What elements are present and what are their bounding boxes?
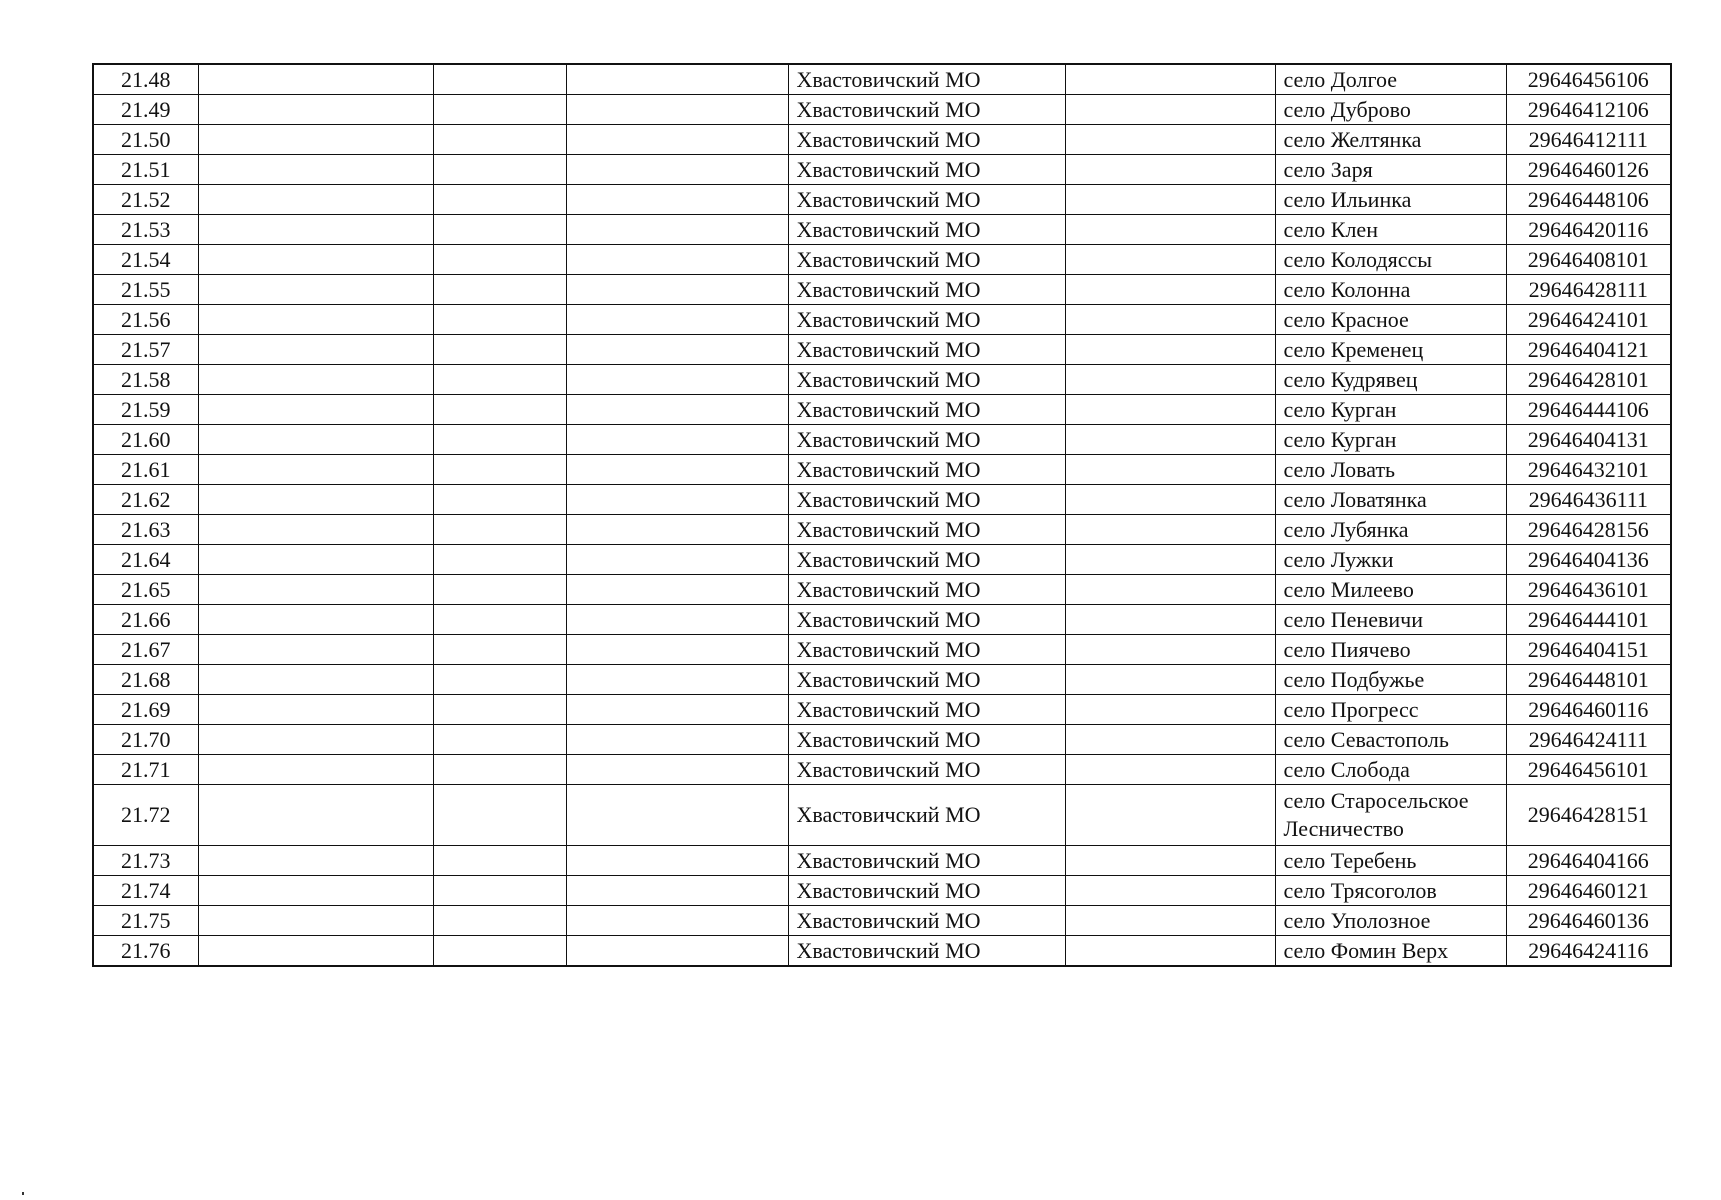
- oktmo-code-cell: 29646448106: [1506, 185, 1671, 215]
- empty-cell-2: [433, 515, 566, 545]
- municipality-cell: Хвастовичский МО: [788, 365, 1065, 395]
- empty-cell-4: [1065, 155, 1275, 185]
- empty-cell-3: [566, 455, 788, 485]
- empty-cell-2: [433, 545, 566, 575]
- empty-cell-1: [198, 335, 433, 365]
- row-number-cell: 21.53: [93, 215, 198, 245]
- empty-cell-3: [566, 605, 788, 635]
- row-number-cell: 21.72: [93, 785, 198, 846]
- table-row: [93, 906, 1671, 936]
- oktmo-code-cell: 29646444101: [1506, 605, 1671, 635]
- empty-cell-4: [1065, 665, 1275, 695]
- table-row: [93, 95, 1671, 125]
- empty-cell-2: [433, 64, 566, 95]
- table-row: [93, 635, 1671, 665]
- row-number-cell: 21.50: [93, 125, 198, 155]
- locality-cell: село Дуброво: [1275, 95, 1506, 125]
- empty-cell-1: [198, 575, 433, 605]
- empty-cell-1: [198, 876, 433, 906]
- settlement-table: [92, 63, 1672, 967]
- empty-cell-3: [566, 95, 788, 125]
- empty-cell-3: [566, 785, 788, 846]
- empty-cell-1: [198, 665, 433, 695]
- oktmo-code-cell: 29646404151: [1506, 635, 1671, 665]
- empty-cell-3: [566, 64, 788, 95]
- oktmo-code-cell: 29646428156: [1506, 515, 1671, 545]
- empty-cell-1: [198, 305, 433, 335]
- empty-cell-4: [1065, 755, 1275, 785]
- locality-cell: село Кременец: [1275, 335, 1506, 365]
- locality-cell: село Старосельское Лесничество: [1275, 785, 1506, 846]
- empty-cell-1: [198, 846, 433, 876]
- row-number-cell: 21.62: [93, 485, 198, 515]
- municipality-cell: Хвастовичский МО: [788, 725, 1065, 755]
- empty-cell-3: [566, 335, 788, 365]
- municipality-cell: Хвастовичский МО: [788, 335, 1065, 365]
- locality-cell: село Фомин Верх: [1275, 936, 1506, 967]
- table-row: [93, 936, 1671, 967]
- municipality-cell: Хвастовичский МО: [788, 515, 1065, 545]
- municipality-cell: Хвастовичский МО: [788, 545, 1065, 575]
- table-row: [93, 876, 1671, 906]
- municipality-cell: Хвастовичский МО: [788, 245, 1065, 275]
- empty-cell-1: [198, 936, 433, 967]
- municipality-cell: Хвастовичский МО: [788, 185, 1065, 215]
- municipality-cell: Хвастовичский МО: [788, 605, 1065, 635]
- municipality-cell: Хвастовичский МО: [788, 485, 1065, 515]
- empty-cell-4: [1065, 876, 1275, 906]
- empty-cell-2: [433, 575, 566, 605]
- empty-cell-4: [1065, 245, 1275, 275]
- municipality-cell: Хвастовичский МО: [788, 695, 1065, 725]
- empty-cell-3: [566, 755, 788, 785]
- empty-cell-2: [433, 785, 566, 846]
- table-row: [93, 125, 1671, 155]
- empty-cell-2: [433, 185, 566, 215]
- empty-cell-3: [566, 485, 788, 515]
- empty-cell-3: [566, 515, 788, 545]
- row-number-cell: 21.75: [93, 906, 198, 936]
- municipality-cell: Хвастовичский МО: [788, 95, 1065, 125]
- empty-cell-4: [1065, 485, 1275, 515]
- municipality-cell: Хвастовичский МО: [788, 305, 1065, 335]
- empty-cell-1: [198, 365, 433, 395]
- empty-cell-2: [433, 725, 566, 755]
- locality-cell: село Колодяссы: [1275, 245, 1506, 275]
- empty-cell-3: [566, 695, 788, 725]
- oktmo-code-cell: 29646408101: [1506, 245, 1671, 275]
- row-number-cell: 21.64: [93, 545, 198, 575]
- empty-cell-3: [566, 725, 788, 755]
- oktmo-code-cell: 29646412106: [1506, 95, 1671, 125]
- row-number-cell: 21.49: [93, 95, 198, 125]
- municipality-cell: Хвастовичский МО: [788, 665, 1065, 695]
- table-row: [93, 785, 1671, 846]
- locality-cell: село Долгое: [1275, 64, 1506, 95]
- locality-cell: село Ловать: [1275, 455, 1506, 485]
- row-number-cell: 21.69: [93, 695, 198, 725]
- empty-cell-4: [1065, 455, 1275, 485]
- empty-cell-1: [198, 635, 433, 665]
- oktmo-code-cell: 29646460126: [1506, 155, 1671, 185]
- row-number-cell: 21.59: [93, 395, 198, 425]
- empty-cell-4: [1065, 725, 1275, 755]
- row-number-cell: 21.63: [93, 515, 198, 545]
- empty-cell-4: [1065, 185, 1275, 215]
- table-row: [93, 545, 1671, 575]
- oktmo-code-cell: 29646436101: [1506, 575, 1671, 605]
- empty-cell-3: [566, 936, 788, 967]
- municipality-cell: Хвастовичский МО: [788, 125, 1065, 155]
- empty-cell-3: [566, 846, 788, 876]
- oktmo-code-cell: 29646420116: [1506, 215, 1671, 245]
- locality-cell: село Ловатянка: [1275, 485, 1506, 515]
- locality-cell: село Теребень: [1275, 846, 1506, 876]
- empty-cell-2: [433, 846, 566, 876]
- empty-cell-2: [433, 665, 566, 695]
- oktmo-code-cell: 29646432101: [1506, 455, 1671, 485]
- empty-cell-4: [1065, 635, 1275, 665]
- table-row: [93, 665, 1671, 695]
- empty-cell-1: [198, 155, 433, 185]
- oktmo-code-cell: 29646424111: [1506, 725, 1671, 755]
- row-number-cell: 21.68: [93, 665, 198, 695]
- empty-cell-4: [1065, 515, 1275, 545]
- empty-cell-4: [1065, 64, 1275, 95]
- oktmo-code-cell: 29646436111: [1506, 485, 1671, 515]
- empty-cell-3: [566, 245, 788, 275]
- empty-cell-2: [433, 425, 566, 455]
- municipality-cell: Хвастовичский МО: [788, 575, 1065, 605]
- municipality-cell: Хвастовичский МО: [788, 155, 1065, 185]
- empty-cell-2: [433, 755, 566, 785]
- empty-cell-4: [1065, 125, 1275, 155]
- locality-cell: село Милеево: [1275, 575, 1506, 605]
- municipality-cell: Хвастовичский МО: [788, 846, 1065, 876]
- locality-cell: село Ильинка: [1275, 185, 1506, 215]
- municipality-cell: Хвастовичский МО: [788, 876, 1065, 906]
- empty-cell-4: [1065, 95, 1275, 125]
- empty-cell-1: [198, 64, 433, 95]
- empty-cell-1: [198, 215, 433, 245]
- empty-cell-3: [566, 275, 788, 305]
- oktmo-code-cell: 29646460136: [1506, 906, 1671, 936]
- locality-cell: село Севастополь: [1275, 725, 1506, 755]
- empty-cell-3: [566, 185, 788, 215]
- row-number-cell: 21.74: [93, 876, 198, 906]
- empty-cell-4: [1065, 906, 1275, 936]
- empty-cell-1: [198, 395, 433, 425]
- oktmo-code-cell: 29646460121: [1506, 876, 1671, 906]
- empty-cell-4: [1065, 785, 1275, 846]
- empty-cell-4: [1065, 365, 1275, 395]
- row-number-cell: 21.73: [93, 846, 198, 876]
- empty-cell-4: [1065, 545, 1275, 575]
- table-row: [93, 365, 1671, 395]
- empty-cell-4: [1065, 215, 1275, 245]
- empty-cell-3: [566, 876, 788, 906]
- empty-cell-2: [433, 876, 566, 906]
- empty-cell-4: [1065, 425, 1275, 455]
- locality-cell: село Желтянка: [1275, 125, 1506, 155]
- empty-cell-2: [433, 485, 566, 515]
- row-number-cell: 21.70: [93, 725, 198, 755]
- municipality-cell: Хвастовичский МО: [788, 906, 1065, 936]
- empty-cell-3: [566, 545, 788, 575]
- table-row: [93, 725, 1671, 755]
- table-row: [93, 425, 1671, 455]
- empty-cell-3: [566, 215, 788, 245]
- empty-cell-1: [198, 425, 433, 455]
- empty-cell-1: [198, 785, 433, 846]
- row-number-cell: 21.60: [93, 425, 198, 455]
- row-number-cell: 21.71: [93, 755, 198, 785]
- row-number-cell: 21.58: [93, 365, 198, 395]
- locality-cell: село Кудрявец: [1275, 365, 1506, 395]
- row-number-cell: 21.54: [93, 245, 198, 275]
- municipality-cell: Хвастовичский МО: [788, 635, 1065, 665]
- table-row: [93, 275, 1671, 305]
- table-row: [93, 485, 1671, 515]
- locality-cell: село Красное: [1275, 305, 1506, 335]
- locality-cell: село Прогресс: [1275, 695, 1506, 725]
- table-row: [93, 515, 1671, 545]
- table-row: [93, 395, 1671, 425]
- empty-cell-2: [433, 335, 566, 365]
- locality-cell: село Пеневичи: [1275, 605, 1506, 635]
- empty-cell-3: [566, 155, 788, 185]
- oktmo-code-cell: 29646448101: [1506, 665, 1671, 695]
- municipality-cell: Хвастовичский МО: [788, 785, 1065, 846]
- row-number-cell: 21.55: [93, 275, 198, 305]
- empty-cell-1: [198, 545, 433, 575]
- oktmo-code-cell: 29646428101: [1506, 365, 1671, 395]
- oktmo-code-cell: 29646444106: [1506, 395, 1671, 425]
- locality-cell: село Слобода: [1275, 755, 1506, 785]
- table-row: [93, 215, 1671, 245]
- municipality-cell: Хвастовичский МО: [788, 215, 1065, 245]
- table-row: [93, 335, 1671, 365]
- table-body: [93, 64, 1671, 966]
- empty-cell-3: [566, 365, 788, 395]
- row-number-cell: 21.61: [93, 455, 198, 485]
- row-number-cell: 21.52: [93, 185, 198, 215]
- empty-cell-1: [198, 125, 433, 155]
- empty-cell-1: [198, 455, 433, 485]
- table-row: [93, 695, 1671, 725]
- empty-cell-2: [433, 936, 566, 967]
- oktmo-code-cell: 29646404136: [1506, 545, 1671, 575]
- oktmo-code-cell: 29646428111: [1506, 275, 1671, 305]
- empty-cell-4: [1065, 335, 1275, 365]
- locality-cell: село Колонна: [1275, 275, 1506, 305]
- table-row: [93, 305, 1671, 335]
- oktmo-code-cell: 29646428151: [1506, 785, 1671, 846]
- municipality-cell: Хвастовичский МО: [788, 395, 1065, 425]
- empty-cell-2: [433, 455, 566, 485]
- table-row: [93, 605, 1671, 635]
- municipality-cell: Хвастовичский МО: [788, 936, 1065, 967]
- locality-cell: село Заря: [1275, 155, 1506, 185]
- empty-cell-4: [1065, 275, 1275, 305]
- empty-cell-1: [198, 605, 433, 635]
- locality-cell: село Лужки: [1275, 545, 1506, 575]
- empty-cell-1: [198, 95, 433, 125]
- oktmo-code-cell: 29646456106: [1506, 64, 1671, 95]
- empty-cell-3: [566, 425, 788, 455]
- oktmo-code-cell: 29646404121: [1506, 335, 1671, 365]
- municipality-cell: Хвастовичский МО: [788, 755, 1065, 785]
- empty-cell-1: [198, 485, 433, 515]
- oktmo-code-cell: 29646404131: [1506, 425, 1671, 455]
- municipality-cell: Хвастовичский МО: [788, 64, 1065, 95]
- empty-cell-3: [566, 575, 788, 605]
- table-row: [93, 245, 1671, 275]
- empty-cell-3: [566, 305, 788, 335]
- empty-cell-2: [433, 95, 566, 125]
- table-row: [93, 846, 1671, 876]
- empty-cell-1: [198, 515, 433, 545]
- empty-cell-1: [198, 906, 433, 936]
- empty-cell-2: [433, 275, 566, 305]
- empty-cell-2: [433, 125, 566, 155]
- locality-cell: село Лубянка: [1275, 515, 1506, 545]
- empty-cell-3: [566, 906, 788, 936]
- locality-cell: село Курган: [1275, 425, 1506, 455]
- empty-cell-1: [198, 695, 433, 725]
- empty-cell-2: [433, 245, 566, 275]
- empty-cell-1: [198, 275, 433, 305]
- row-number-cell: 21.76: [93, 936, 198, 967]
- locality-cell: село Курган: [1275, 395, 1506, 425]
- empty-cell-2: [433, 395, 566, 425]
- empty-cell-4: [1065, 305, 1275, 335]
- locality-cell: село Пиячево: [1275, 635, 1506, 665]
- empty-cell-4: [1065, 846, 1275, 876]
- table-row: [93, 64, 1671, 95]
- row-number-cell: 21.66: [93, 605, 198, 635]
- row-number-cell: 21.67: [93, 635, 198, 665]
- empty-cell-1: [198, 185, 433, 215]
- scan-mark: [22, 1192, 24, 1195]
- empty-cell-4: [1065, 605, 1275, 635]
- row-number-cell: 21.56: [93, 305, 198, 335]
- empty-cell-2: [433, 635, 566, 665]
- row-number-cell: 21.65: [93, 575, 198, 605]
- empty-cell-1: [198, 245, 433, 275]
- empty-cell-2: [433, 695, 566, 725]
- empty-cell-3: [566, 635, 788, 665]
- municipality-cell: Хвастовичский МО: [788, 275, 1065, 305]
- oktmo-code-cell: 29646424116: [1506, 936, 1671, 967]
- municipality-cell: Хвастовичский МО: [788, 455, 1065, 485]
- row-number-cell: 21.48: [93, 64, 198, 95]
- empty-cell-3: [566, 395, 788, 425]
- row-number-cell: 21.51: [93, 155, 198, 185]
- empty-cell-2: [433, 305, 566, 335]
- empty-cell-4: [1065, 936, 1275, 967]
- empty-cell-1: [198, 725, 433, 755]
- empty-cell-2: [433, 365, 566, 395]
- locality-cell: село Клен: [1275, 215, 1506, 245]
- locality-cell: село Уполозное: [1275, 906, 1506, 936]
- oktmo-code-cell: 29646456101: [1506, 755, 1671, 785]
- empty-cell-4: [1065, 395, 1275, 425]
- empty-cell-1: [198, 755, 433, 785]
- oktmo-code-cell: 29646404166: [1506, 846, 1671, 876]
- municipality-cell: Хвастовичский МО: [788, 425, 1065, 455]
- empty-cell-3: [566, 125, 788, 155]
- table-row: [93, 185, 1671, 215]
- empty-cell-3: [566, 665, 788, 695]
- table-row: [93, 575, 1671, 605]
- oktmo-code-cell: 29646424101: [1506, 305, 1671, 335]
- empty-cell-2: [433, 906, 566, 936]
- empty-cell-4: [1065, 575, 1275, 605]
- empty-cell-2: [433, 215, 566, 245]
- empty-cell-2: [433, 605, 566, 635]
- oktmo-code-cell: 29646412111: [1506, 125, 1671, 155]
- empty-cell-4: [1065, 695, 1275, 725]
- empty-cell-2: [433, 155, 566, 185]
- locality-cell: село Подбужье: [1275, 665, 1506, 695]
- locality-cell: село Трясоголов: [1275, 876, 1506, 906]
- row-number-cell: 21.57: [93, 335, 198, 365]
- table-row: [93, 755, 1671, 785]
- table-row: [93, 155, 1671, 185]
- table-row: [93, 455, 1671, 485]
- oktmo-code-cell: 29646460116: [1506, 695, 1671, 725]
